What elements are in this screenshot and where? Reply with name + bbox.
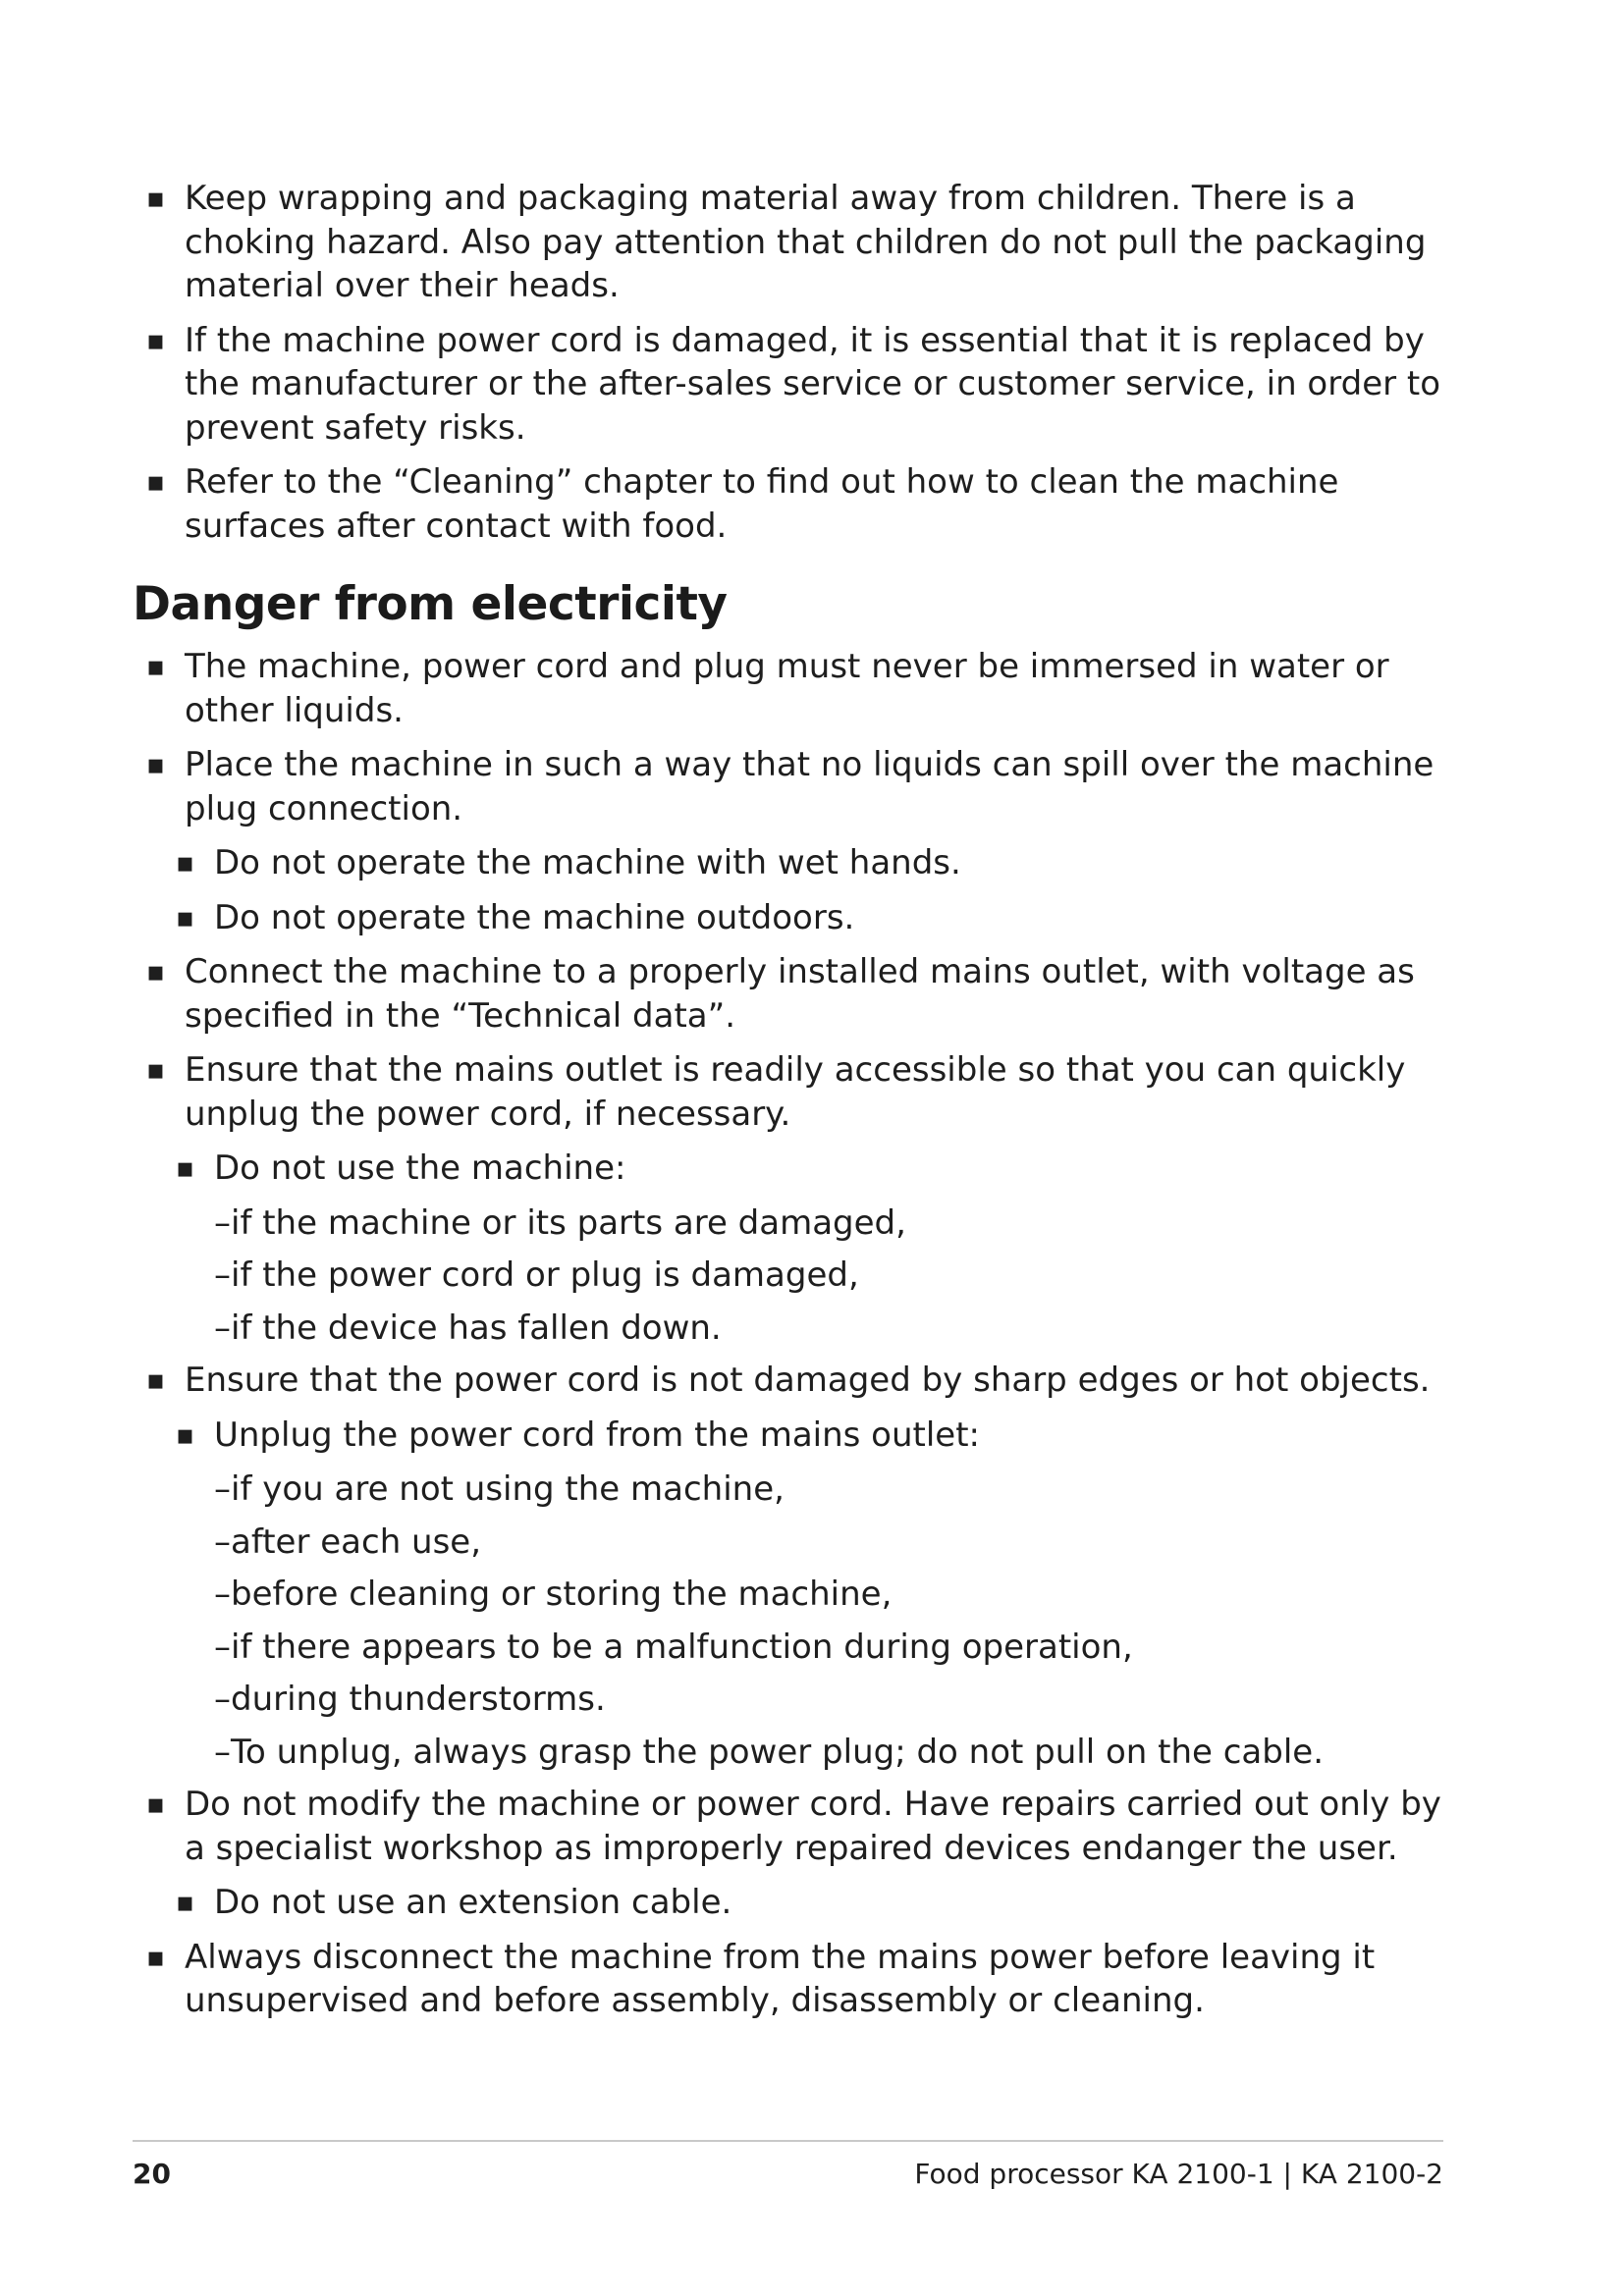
bullet-item: ▪ Keep wrapping and packaging material away from children. There is a choking hazard. Also pay attention that children do not pull the packaging material over their heads. — [146, 179, 1427, 305]
bullet-item: ▪ Place the machine in such a way that no liquids can spill over the machine plug connection. — [146, 745, 1435, 828]
footer-divider — [133, 2140, 1443, 2142]
dash-item: –if the machine or its parts are damaged, — [214, 1202, 906, 1243]
bullet-icon: ▪ — [146, 955, 165, 988]
dash-item: –To unplug, always grasp the power plug; do not pull on the cable. — [214, 1732, 1325, 1772]
bullet-icon: ▪ — [146, 1940, 165, 1973]
bullet-icon: ▪ — [146, 323, 165, 356]
sub-bullet-item: ▪ Do not operate the machine with wet hands. — [162, 841, 1448, 885]
sub-bullet-item: ▪ Do not use an extension cable. — [162, 1881, 1448, 1925]
dash-item: –if there appears to be a malfunction during operation, — [214, 1627, 1133, 1667]
bullet-icon: ▪ — [146, 748, 165, 780]
bullet-item: ▪ Always disconnect the machine from the mains power before leaving it unsupervised and before assembly, disassembly or cleaning. — [146, 1937, 1376, 2020]
bullet-icon: ▪ — [176, 846, 194, 879]
bullet-item: ▪ Connect the machine to a properly installed mains outlet, with voltage as specified in the “Technical data”. — [146, 952, 1415, 1036]
bullet-icon: ▪ — [176, 1886, 194, 1918]
bullet-icon: ▪ — [176, 1151, 194, 1184]
bullet-icon: ▪ — [146, 1363, 165, 1396]
bullet-item: ▪ Ensure that the mains outlet is readily accessible so that you can quickly unplug the power cord, if necessary. — [146, 1050, 1406, 1134]
bullet-item: ▪ The machine, power cord and plug must never be immersed in water or other liquids. — [146, 647, 1389, 730]
dash-item: –if the power cord or plug is damaged, — [214, 1255, 859, 1295]
dash-item: –before cleaning or storing the machine, — [214, 1575, 893, 1614]
dash-item: –during thunderstorms. — [214, 1680, 606, 1719]
bullet-icon: ▪ — [146, 1053, 165, 1086]
bullet-item: ▪ Ensure that the power cord is not damaged by sharp edges or hot objects. — [133, 1359, 1448, 1403]
sub-bullet-item: ▪ Do not operate the machine outdoors. — [162, 896, 1448, 940]
dash-item: –after each use, — [214, 1522, 482, 1562]
dash-item: –if the device has fallen down. — [214, 1308, 722, 1348]
dash-item: –if you are not using the machine, — [214, 1469, 785, 1509]
document-title: Food processor KA 2100-1 | KA 2100-2 — [914, 2158, 1443, 2190]
page-content — [133, 177, 1448, 2034]
bullet-icon: ▪ — [146, 465, 165, 498]
bullet-icon: ▪ — [146, 1788, 165, 1820]
sub-bullet-item: ▪ Unplug the power cord from the mains outlet: — [162, 1414, 1448, 1458]
bullet-icon: ▪ — [146, 182, 165, 214]
bullet-item: ▪ Refer to the “Cleaning” chapter to find out how to clean the machine surfaces after contact with food. — [146, 462, 1339, 546]
bullet-item: ▪ Do not modify the machine or power cord. Have repairs carried out only by a specialist workshop as improperly repaired devices endanger the user. — [146, 1785, 1441, 1868]
sub-bullet-item: ▪ Do not use the machine: — [162, 1147, 1448, 1191]
bullet-icon: ▪ — [146, 650, 165, 682]
bullet-item: ▪ If the machine power cord is damaged, it is essential that it is replaced by the manufacturer or the after-sales service or customer service, in order to prevent safety risks. — [146, 320, 1441, 448]
bullet-icon: ▪ — [176, 900, 194, 934]
section-heading: Danger from electricity — [133, 577, 728, 631]
page-number: 20 — [133, 2158, 171, 2190]
bullet-icon: ▪ — [176, 1417, 194, 1451]
